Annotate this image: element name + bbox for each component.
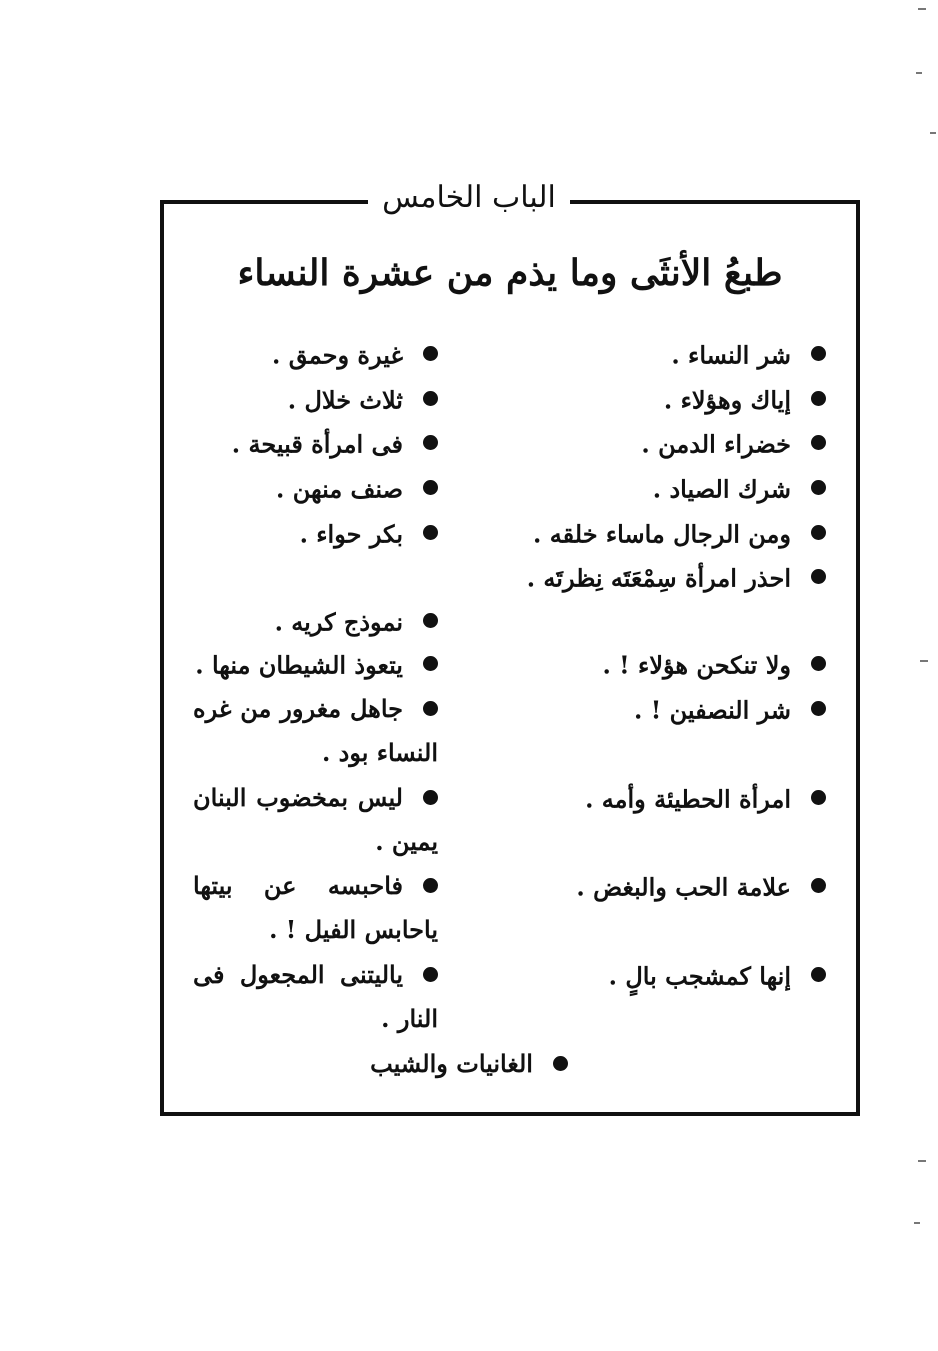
bullet-icon xyxy=(423,878,438,893)
bullet-icon xyxy=(423,967,438,982)
list-item: احذر امرأة سِمْعَتَه نِظرتَه . xyxy=(527,557,826,599)
list-item: فاحبسه عن بيتها ياحابس الفيل ! . xyxy=(193,871,438,944)
list-item: ومن الرجال ماساء خلقه . xyxy=(533,513,826,555)
list-item: نموذج كريه . xyxy=(275,601,438,643)
scan-speck xyxy=(920,660,928,662)
scan-speck xyxy=(918,1160,926,1162)
bullet-icon xyxy=(423,480,438,495)
scan-speck xyxy=(918,8,926,10)
bullet-icon xyxy=(423,790,438,805)
list-item: يتعوذ الشيطان منها . xyxy=(195,644,438,686)
bullet-icon xyxy=(423,391,438,406)
bullet-icon xyxy=(811,435,826,450)
bullet-icon xyxy=(811,346,826,361)
list-item-centered: الغانيات والشيب xyxy=(0,1044,938,1084)
bullet-icon xyxy=(811,569,826,584)
chapter-label-text: الباب الخامس xyxy=(368,176,570,220)
scan-speck xyxy=(914,1222,920,1224)
list-item: إنها كمشجب بالٍ . xyxy=(609,955,826,997)
list-item: فى امرأة قبيحة . xyxy=(232,423,438,465)
bullet-icon xyxy=(811,391,826,406)
bullet-icon xyxy=(423,656,438,671)
list-item: ياليتنى المجعول فى النار . xyxy=(193,960,438,1033)
list-item: شرك الصياد . xyxy=(653,468,826,510)
bullet-icon xyxy=(423,346,438,361)
list-item: جاهل مغرور من غره النساء بود . xyxy=(193,694,438,767)
list-item: خضراء الدمن . xyxy=(641,423,826,465)
list-item: ولا تنكحن هؤلاء ! . xyxy=(602,644,826,686)
list-item: إياك وهؤلاء . xyxy=(664,379,826,421)
list-item: امرأة الحطيئة وأمه . xyxy=(585,778,826,820)
scan-speck xyxy=(916,72,922,74)
scan-speck xyxy=(930,132,936,134)
list-item: ثلاث خلال . xyxy=(288,379,438,421)
bullet-icon xyxy=(811,656,826,671)
page-title: طبعُ الأنثَى وما يذم من عشرة النساء xyxy=(237,252,783,294)
list-item: شر النساء . xyxy=(671,334,826,376)
bullet-icon xyxy=(811,480,826,495)
bullet-icon xyxy=(811,790,826,805)
bullet-icon xyxy=(423,435,438,450)
list-item: بكر حواء . xyxy=(300,513,438,555)
list-item: صنف منهن . xyxy=(276,468,438,510)
bullet-icon xyxy=(811,525,826,540)
list-item: غيرة وحمق . xyxy=(272,334,438,376)
bullet-icon xyxy=(423,701,438,716)
bullet-icon xyxy=(553,1056,568,1071)
list-item: ليس بمخضوب البنان يمين . xyxy=(193,783,438,856)
bullet-icon xyxy=(811,701,826,716)
bullet-icon xyxy=(423,525,438,540)
bullet-icon xyxy=(423,613,438,628)
bullet-icon xyxy=(811,878,826,893)
list-item: علامة الحب والبغض . xyxy=(576,866,826,908)
bullet-icon xyxy=(811,967,826,982)
list-item: شر النصفين ! . xyxy=(634,689,826,731)
